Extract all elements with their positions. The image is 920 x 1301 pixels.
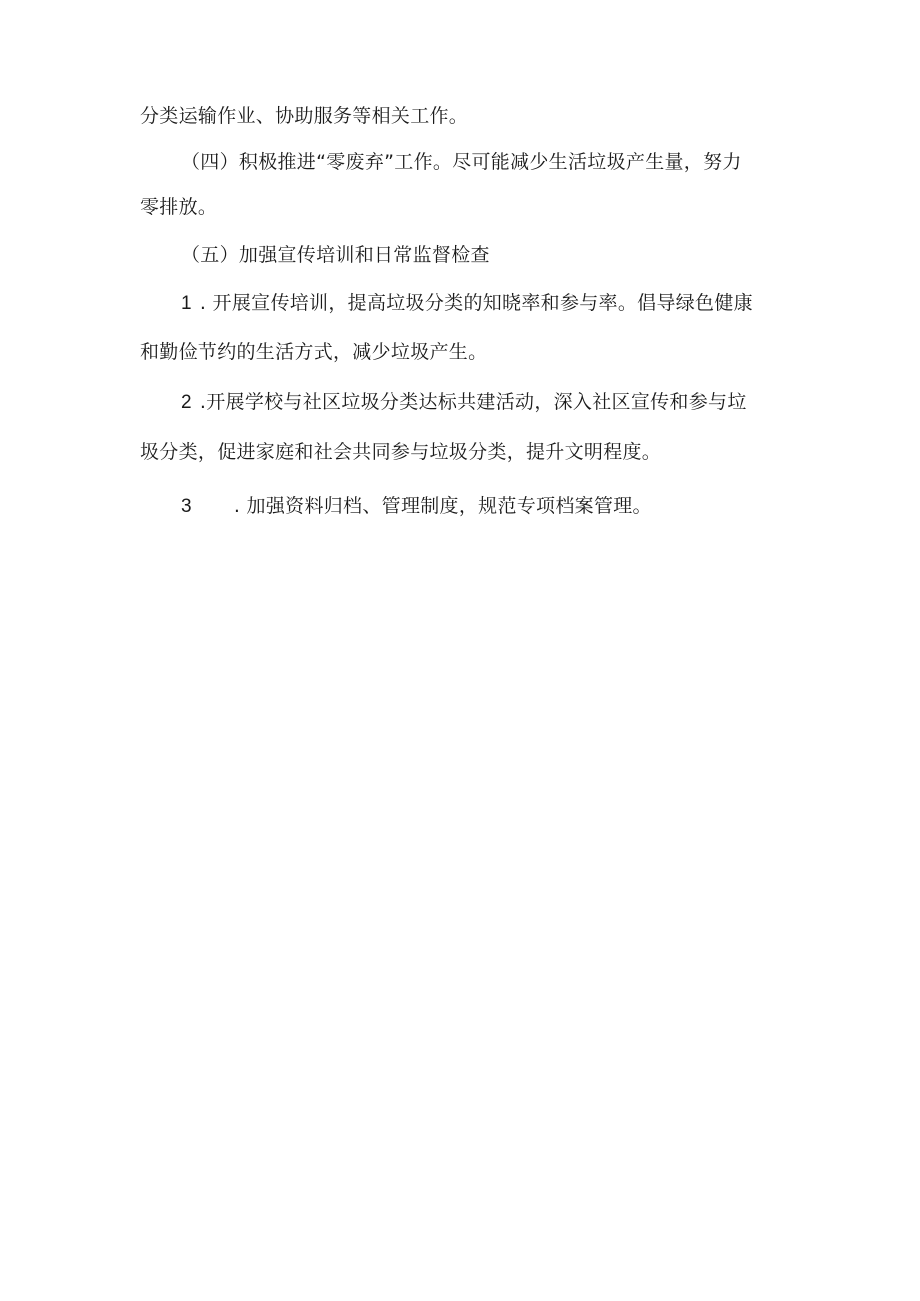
list-item-2-line-1	[181, 390, 841, 415]
paragraph-text: 分类运输作业、协助服务等相关工作。	[140, 105, 469, 127]
paragraph-2-line-1	[181, 150, 841, 174]
list-item-text: .开展学校与社区垃圾分类达标共建活动，深入社区宣传和参与垃	[199, 391, 747, 413]
paragraph-2-line-2	[140, 195, 800, 219]
section-heading-5	[181, 243, 841, 267]
heading-text: （五）加强宣传培训和日常监督检查	[181, 244, 490, 266]
list-number: 1	[181, 293, 192, 314]
list-item-1-line-2	[140, 340, 800, 364]
list-item-3-line-1	[181, 494, 841, 519]
paragraph-1-line-1	[140, 104, 800, 128]
paragraph-text: （四）积极推进“零废弃”工作。尽可能减少生活垃圾产生量，努力	[181, 151, 742, 173]
list-item-2-line-2	[140, 440, 800, 464]
list-number: 2	[181, 392, 192, 413]
list-item-text: . 开展宣传培训，提高垃圾分类的知晓率和参与率。倡导绿色健康	[199, 292, 753, 314]
list-number: 3	[181, 496, 192, 517]
list-item-text: . 加强资料归档、管理制度，规范专项档案管理。	[233, 495, 652, 517]
list-item-text: 圾分类，促进家庭和社会共同参与垃圾分类，提升文明程度。	[140, 441, 662, 463]
list-item-1-line-1	[181, 291, 841, 316]
paragraph-text: 零排放。	[140, 196, 218, 218]
list-item-text: 和勤俭节约的生活方式，减少垃圾产生。	[140, 341, 488, 363]
